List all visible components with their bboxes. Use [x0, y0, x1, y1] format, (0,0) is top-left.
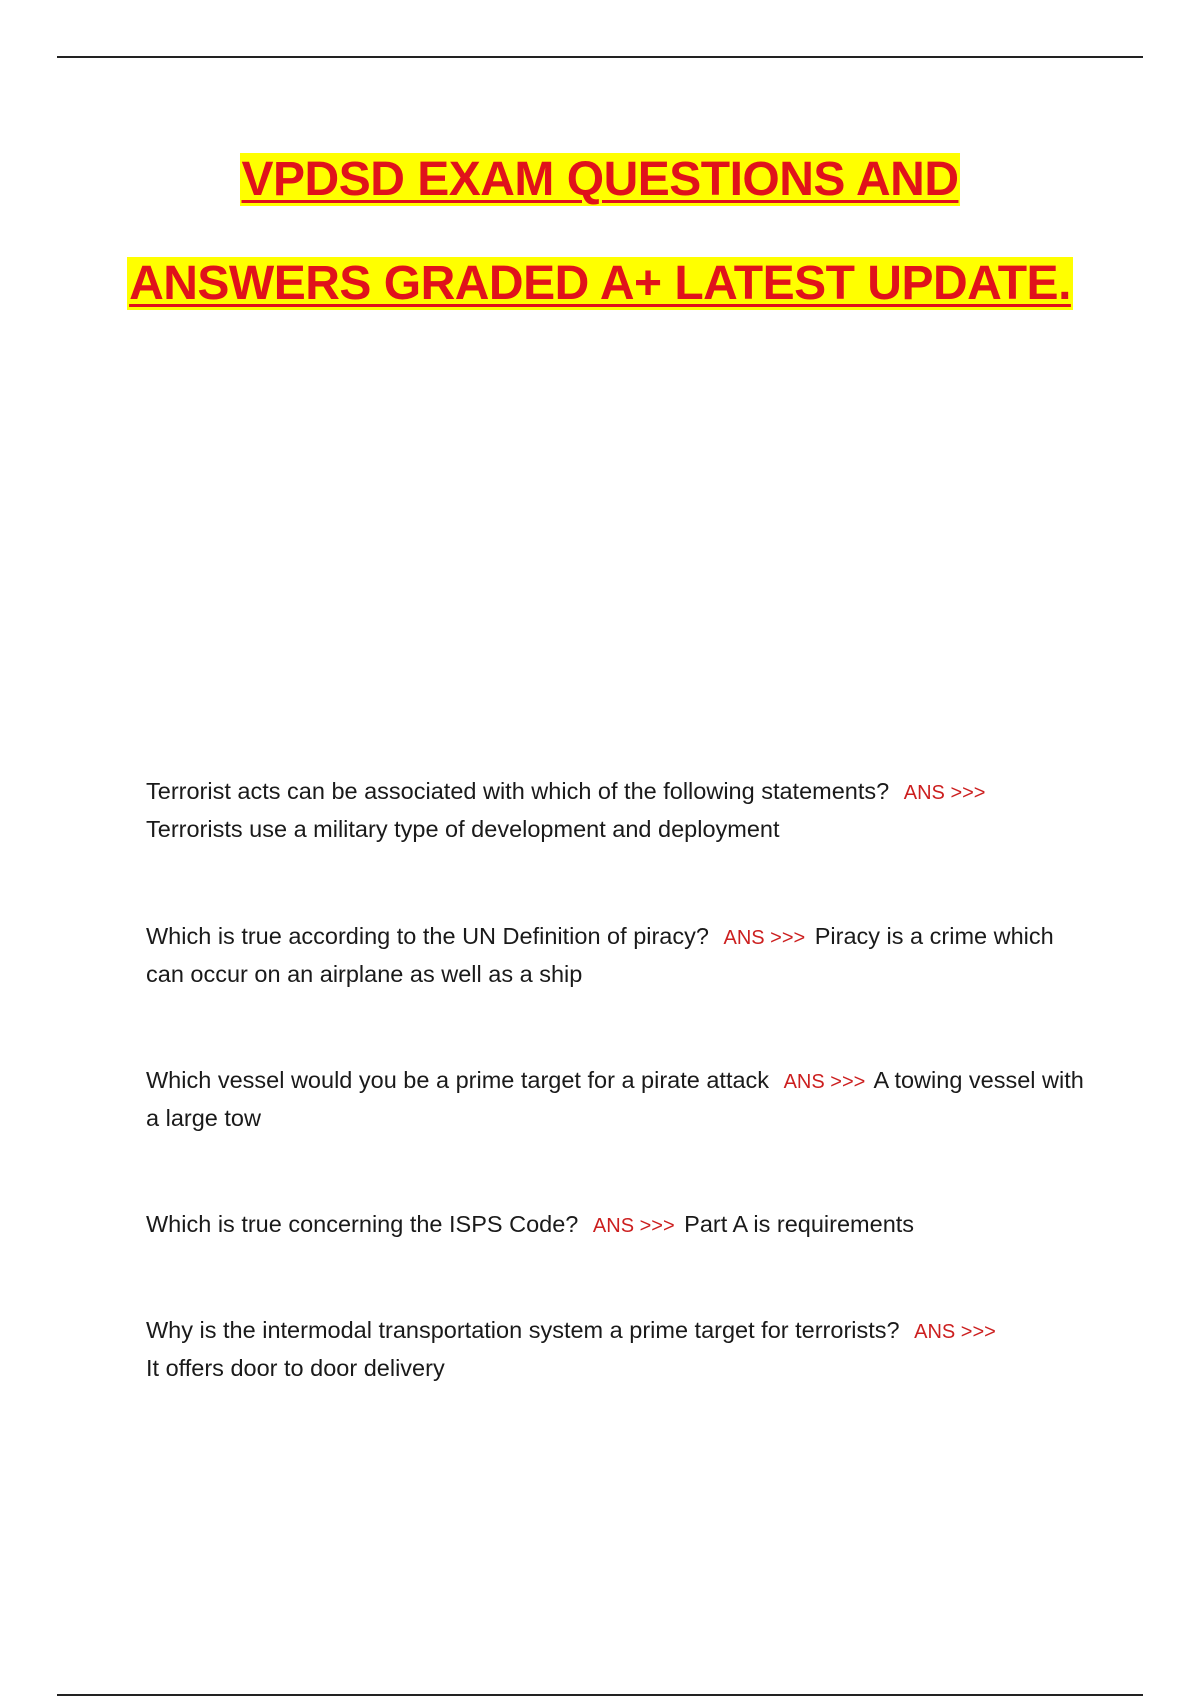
answer-marker: ANS >>>: [914, 1321, 996, 1343]
title-text-2: ANSWERS GRADED A+ LATEST UPDATE.: [129, 257, 1071, 310]
qa-item: [146, 1062, 1086, 1136]
answer-text: Terrorists use a military type of development and deployment: [146, 816, 780, 842]
qa-item: [146, 1312, 1086, 1386]
answer-marker: ANS >>>: [592, 1215, 675, 1237]
answer-marker: ANS >>>: [783, 1071, 866, 1093]
footer-divider: [57, 1694, 1143, 1696]
answer-text: A towing vessel with a large tow: [146, 1067, 1084, 1131]
question-text: Which is true according to the UN Definition of piracy?: [146, 923, 709, 949]
answer-marker: ANS >>>: [903, 782, 986, 804]
document-title-line-2: [0, 252, 1200, 316]
question-text: Why is the intermodal transportation system a prime target for terrorists?: [146, 1317, 900, 1343]
title-text-1: VPDSD EXAM QUESTIONS AND: [241, 153, 959, 206]
qa-item: [146, 918, 1086, 992]
answer-text: Piracy is a crime which can occur on an airplane as well as a ship: [146, 923, 1054, 987]
header-divider: [57, 56, 1143, 58]
question-text: Terrorist acts can be associated with which of the following statements?: [146, 778, 890, 804]
question-text: Which vessel would you be a prime target for a pirate attack: [146, 1067, 770, 1093]
answer-text: Part A is requirements: [684, 1211, 915, 1237]
document-title-line-1: [0, 148, 1200, 212]
answer-text: It offers door to door delivery: [146, 1355, 445, 1381]
answer-marker: ANS >>>: [723, 927, 806, 949]
qa-item: [146, 1206, 1086, 1244]
question-text: Which is true concerning the ISPS Code?: [146, 1211, 579, 1237]
qa-item: [146, 773, 1086, 847]
